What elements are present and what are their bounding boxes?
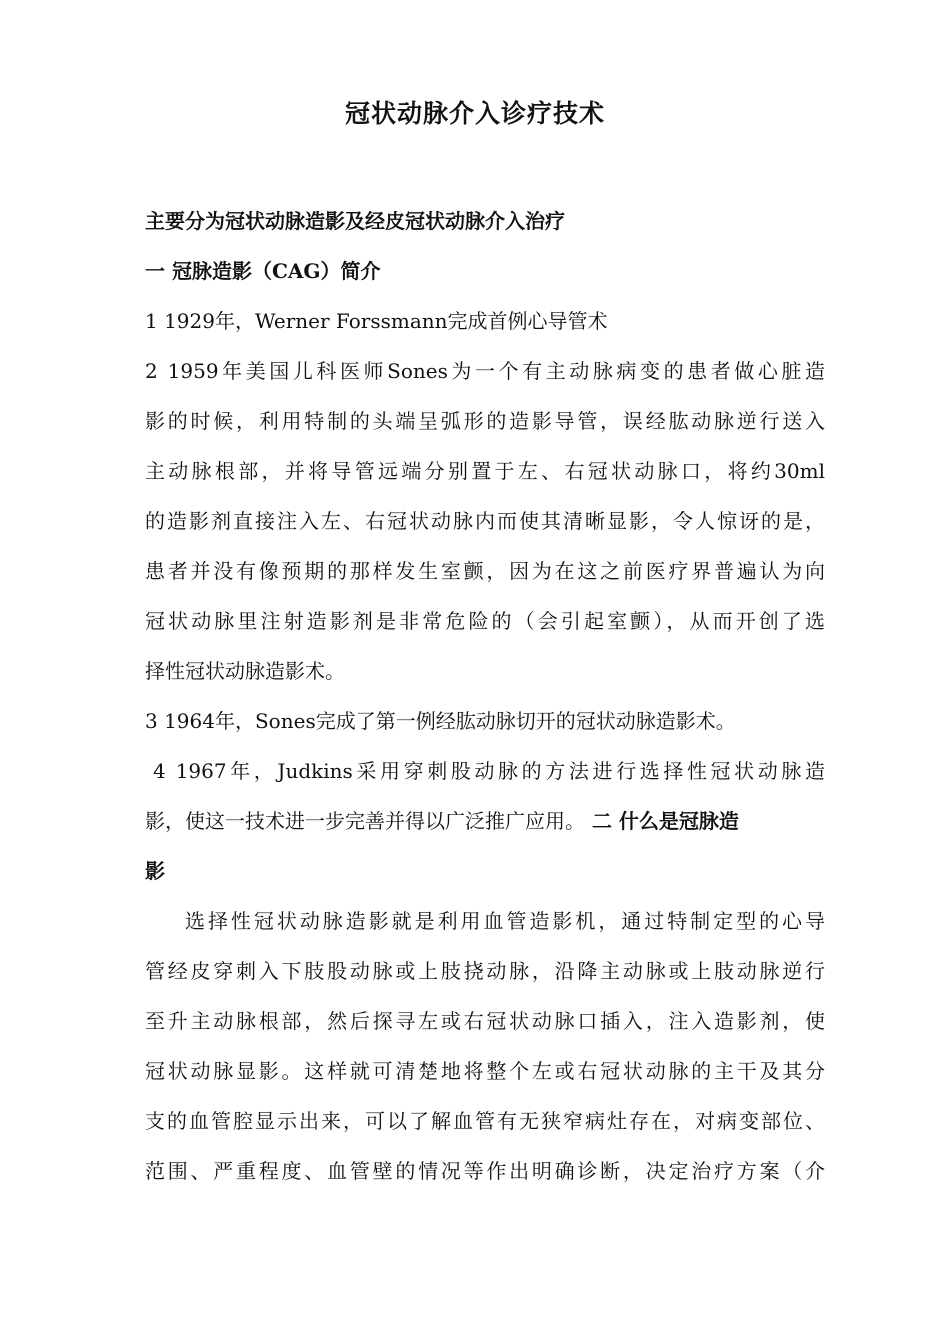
history-line-11-row bbox=[145, 806, 825, 836]
history-line-11: 影，使这一技术进一步完善并得以广泛推广应用。 bbox=[145, 809, 585, 833]
section2-heading-cont: 影 bbox=[145, 859, 165, 883]
para2-line-3: 至升主动脉根部，然后探寻左或右冠状动脉口插入，注入造影剂，使 bbox=[145, 1009, 825, 1033]
para2-line-2: 管经皮穿刺入下肢股动脉或上肢挠动脉，沿降主动脉或上肢动脉逆行 bbox=[145, 959, 825, 983]
para2-line-4: 冠状动脉显影。这样就可清楚地将整个左或右冠状动脉的主干及其分 bbox=[145, 1059, 825, 1083]
para2-line-1: 选择性冠状动脉造影就是利用血管造影机，通过特制定型的心导 bbox=[185, 909, 825, 933]
history-line-2: 2 1959年美国儿科医师Sones为一个有主动脉病变的患者做心脏造 bbox=[145, 359, 825, 383]
document-title: 冠状动脉介入诊疗技术 bbox=[344, 99, 605, 128]
history-line-3: 影的时候，利用特制的头端呈弧形的造影导管，误经肱动脉逆行送入 bbox=[145, 409, 825, 433]
para2-line-5: 支的血管腔显示出来，可以了解血管有无狭窄病灶存在，对病变部位、 bbox=[145, 1109, 825, 1133]
history-line-10: 4 1967年，Judkins采用穿刺股动脉的方法进行选择性冠状动脉造 bbox=[153, 759, 825, 783]
history-line-6: 患者并没有像预期的那样发生室颤，因为在这之前医疗界普遍认为向 bbox=[145, 559, 825, 583]
history-line-1: 1 1929年，Werner Forssmann完成首例心导管术 bbox=[145, 309, 608, 333]
para2-line-6: 范围、严重程度、血管壁的情况等作出明确诊断，决定治疗方案（介 bbox=[145, 1159, 825, 1183]
history-line-8: 择性冠状动脉造影术。 bbox=[145, 659, 345, 683]
history-line-9: 3 1964年，Sones完成了第一例经肱动脉切开的冠状动脉造影术。 bbox=[145, 709, 736, 733]
history-line-5: 的造影剂直接注入左、右冠状动脉内而使其清晰显影，令人惊讶的是， bbox=[145, 509, 825, 533]
main-heading: 主要分为冠状动脉造影及经皮冠状动脉介入治疗 bbox=[145, 209, 565, 233]
section1-heading: 一 冠脉造影（CAG）简介 bbox=[145, 259, 381, 283]
history-line-7: 冠状动脉里注射造影剂是非常危险的（会引起室颤），从而开创了选 bbox=[145, 609, 825, 633]
history-line-4: 主动脉根部，并将导管远端分别置于左、右冠状动脉口，将约30ml bbox=[145, 459, 825, 483]
section2-heading: 二 什么是冠脉造 bbox=[585, 809, 739, 833]
